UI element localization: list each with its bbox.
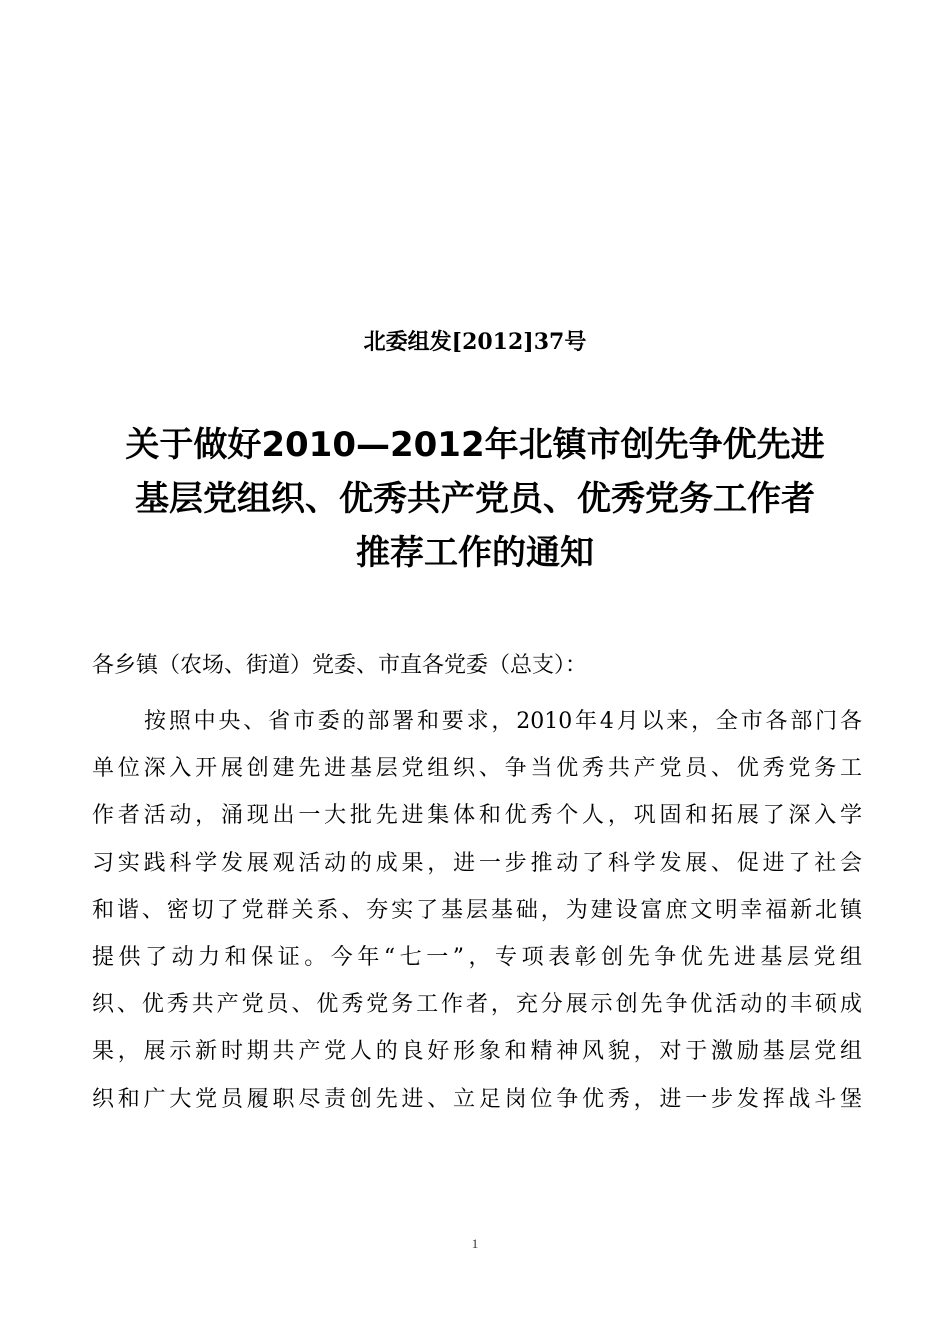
salutation: 各乡镇（农场、街道）党委、市直各党委（总支）： <box>92 653 588 678</box>
document-number: 北委组发[2012]37号 <box>363 329 587 355</box>
body-line: 织、优秀共产党员、优秀党务工作者，充分展示创先争优活动的丰硕成 <box>92 992 862 1018</box>
title-line: 关于做好2010—2012年北镇市创先争优先进 <box>125 425 825 465</box>
body-line: 按照中央、省市委的部署和要求，2010年4月以来，全市各部门各 <box>144 709 862 734</box>
document-title <box>0 418 950 580</box>
page-number: 1 <box>471 1236 479 1251</box>
body-line: 习实践科学发展观活动的成果，进一步推动了科学发展、促进了社会 <box>92 850 862 876</box>
title-line: 推荐工作的通知 <box>356 533 594 573</box>
body-line: 织和广大党员履职尽责创先进、立足岗位争优秀，进一步发挥战斗堡 <box>92 1086 862 1112</box>
body-line: 和谐、密切了党群关系、夯实了基层基础，为建设富庶文明幸福新北镇 <box>92 897 862 923</box>
body-line: 果，展示新时期共产党人的良好形象和精神风貌，对于激励基层党组 <box>92 1039 862 1065</box>
body-paragraph <box>92 698 862 1123</box>
body-line: 提供了动力和保证。今年“七一”，专项表彰创先争优先进基层党组 <box>92 945 862 971</box>
title-line: 基层党组织、优秀共产党员、优秀党务工作者 <box>135 479 815 519</box>
body-line: 作者活动，涌现出一大批先进集体和优秀个人，巩固和拓展了深入学 <box>92 803 862 829</box>
body-line: 单位深入开展创建先进基层党组织、争当优秀共产党员、优秀党务工 <box>92 756 862 782</box>
